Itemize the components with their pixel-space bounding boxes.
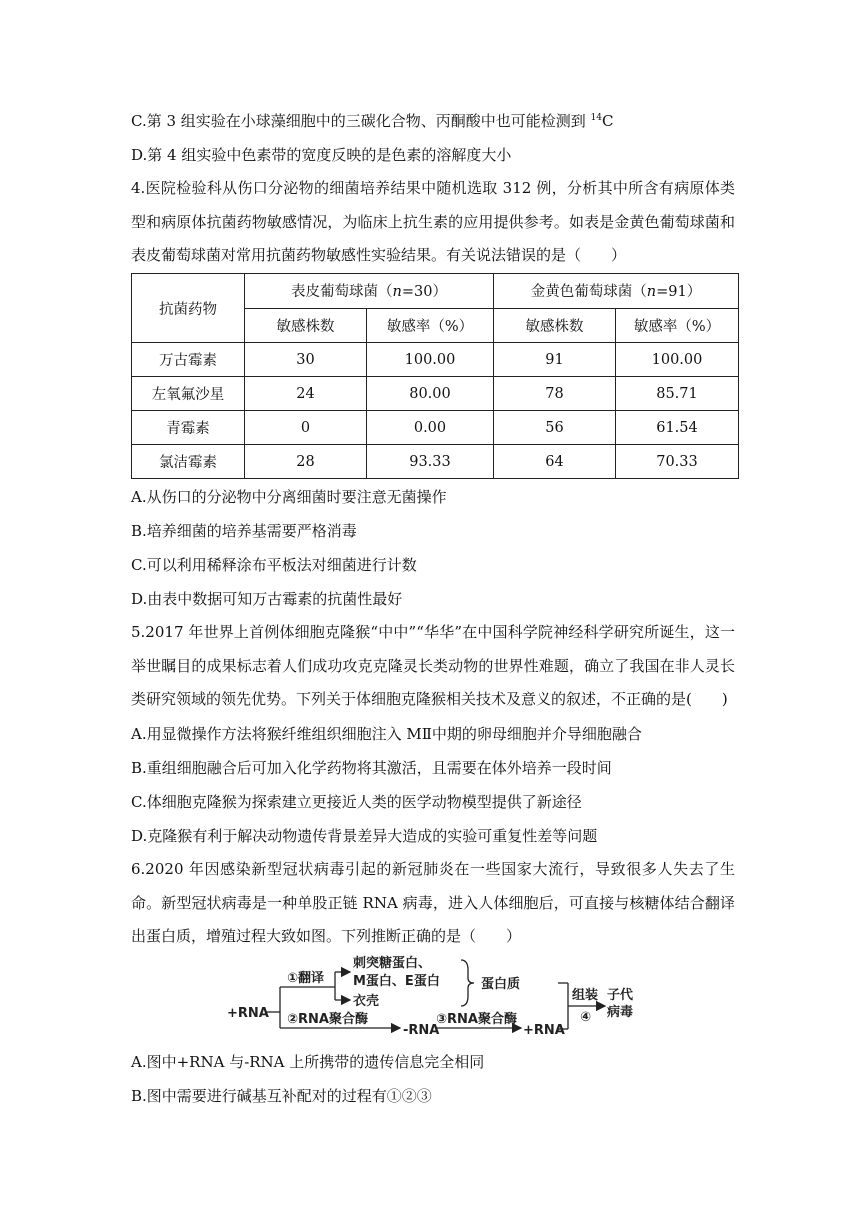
table-cell: 100.00 <box>367 343 494 377</box>
q4-option-c: C.可以利用稀释涂布平板法对细菌进行计数 <box>131 556 417 574</box>
table-row <box>132 377 739 411</box>
q5-option-b: B.重组细胞融合后可加入化学药物将其激活，且需要在体外培养一段时间 <box>131 759 612 777</box>
q3-option-d: D.第 4 组实验中色素带的宽度反映的是色素的溶解度大小 <box>131 146 512 164</box>
table-cell: 78 <box>494 377 616 411</box>
diagram-protein3: 衣壳 <box>353 994 380 1009</box>
table-cell: 70.33 <box>616 445 739 479</box>
diagram-step3: ③RNA聚合酶 <box>436 1012 517 1027</box>
table-cell: 80.00 <box>367 377 494 411</box>
diagram-start-rna: +RNA <box>227 1006 269 1021</box>
diagram-plus-rna: +RNA <box>523 1023 565 1038</box>
table-cell-drug: 左氧氟沙星 <box>132 377 245 411</box>
table-cell: 85.71 <box>616 377 739 411</box>
sensitivity-table <box>131 273 739 479</box>
table-cell: 61.54 <box>616 411 739 445</box>
virus-replication-diagram <box>225 954 645 1044</box>
q6-option-a: A.图中+RNA 与-RNA 上所携带的遗传信息完全相同 <box>131 1053 485 1071</box>
table-header-group2 <box>494 274 739 309</box>
q5-option-c: C.体细胞克隆猴为探索建立更接近人类的医学动物模型提供了新途径 <box>131 793 582 811</box>
subheader-count-2: 敏感株数 <box>494 308 616 343</box>
diagram-minus-rna: -RNA <box>403 1023 440 1038</box>
group2-count: =91） <box>656 284 702 301</box>
q4-option-a: A.从伤口的分泌物中分离细菌时要注意无菌操作 <box>131 488 447 506</box>
table-row <box>132 445 739 479</box>
table-cell: 28 <box>245 445 367 479</box>
table-cell: 24 <box>245 377 367 411</box>
table-header-group1 <box>245 274 494 309</box>
q3-option-c-superscript: 14 <box>590 113 603 123</box>
diagram-step4: ④ <box>580 1010 592 1025</box>
diagram-protein2: M蛋白、E蛋白 <box>353 974 440 989</box>
table-cell: 100.00 <box>616 343 739 377</box>
q3-option-c-tail: C <box>602 112 614 130</box>
q5-option-a: A.用显微操作方法将猴纤维组织细胞注入 MⅡ中期的卵母细胞并介导细胞融合 <box>131 725 642 743</box>
table-cell: 93.33 <box>367 445 494 479</box>
q3-option-c-text: C.第 3 组实验在小球藻细胞中的三碳化合物、丙酮酸中也可能检测到 <box>131 112 591 130</box>
table-cell: 91 <box>494 343 616 377</box>
subheader-rate-1: 敏感率（%） <box>367 308 494 343</box>
table-cell: 56 <box>494 411 616 445</box>
q4-stem: 4.医院检验科从伤口分泌物的细菌培养结果中随机选取 312 例，分析其中所含有病原体类型和病原体抗菌药物敏感情况，为临床上抗生素的应用提供参考。如表是金黄色葡萄球菌和表皮葡萄球菌对常用抗菌药物敏感性实验结果。有关说法错误的是（ ） <box>131 179 735 264</box>
group2-label: 金黄色葡萄球菌（ <box>530 284 647 301</box>
q4-option-b: B.培养细菌的培养基需要严格消毒 <box>131 522 357 540</box>
table-cell: 0 <box>245 411 367 445</box>
subheader-rate-2: 敏感率（%） <box>616 308 739 343</box>
group1-label: 表皮葡萄球菌（ <box>291 284 393 301</box>
table-header-drug: 抗菌药物 <box>132 274 245 343</box>
diagram-offspring1: 子代 <box>607 988 634 1003</box>
table-cell-drug: 青霉素 <box>132 411 245 445</box>
q5-option-d: D.克隆猴有利于解决动物遗传背景差异大造成的实验可重复性差等问题 <box>131 827 598 845</box>
table-header-row <box>132 274 739 309</box>
diagram-protein1: 刺突糖蛋白、 <box>353 956 432 971</box>
group2-n: n <box>646 284 657 301</box>
table-row <box>132 411 739 445</box>
diagram-assemble: 组装 <box>572 988 599 1003</box>
table-cell-drug: 万古霉素 <box>132 343 245 377</box>
diagram-step2: ②RNA聚合酶 <box>287 1012 368 1027</box>
q4-option-d: D.由表中数据可知万古霉素的抗菌性最好 <box>131 590 403 608</box>
group1-count: =30） <box>401 284 447 301</box>
table-row <box>132 343 739 377</box>
q6-option-b: B.图中需要进行碱基互补配对的过程有①②③ <box>131 1087 432 1105</box>
table-cell-drug: 氯洁霉素 <box>132 445 245 479</box>
subheader-count-1: 敏感株数 <box>245 308 367 343</box>
group1-n: n <box>392 284 402 301</box>
table-cell: 64 <box>494 445 616 479</box>
diagram-protein-label: 蛋白质 <box>481 977 521 992</box>
q5-stem: 5.2017 年世界上首例体细胞克隆猴“中中”“华华”在中国科学院神经科学研究所诞生，这一举世瞩目的成果标志着人们成功攻克克隆灵长类动物的世界性难题，确立了我国在非人灵长类研究领域的领先优势。下列关于体细胞克隆猴相关技术及意义的叙述，不正确的是( ) <box>131 623 735 708</box>
table-cell: 30 <box>245 343 367 377</box>
q3-option-c <box>131 111 760 131</box>
diagram-offspring2: 病毒 <box>607 1005 634 1020</box>
diagram-step1: ①翻译 <box>287 971 325 986</box>
table-cell: 0.00 <box>367 411 494 445</box>
q6-stem: 6.2020 年因感染新型冠状病毒引起的新冠肺炎在一些国家大流行，导致很多人失去了生命。新型冠状病毒是一种单股正链 RNA 病毒，进入人体细胞后，可直接与核糖体结合翻译出蛋白质，增殖过程大致如图。下列推断正确的是（ ） <box>131 860 735 945</box>
